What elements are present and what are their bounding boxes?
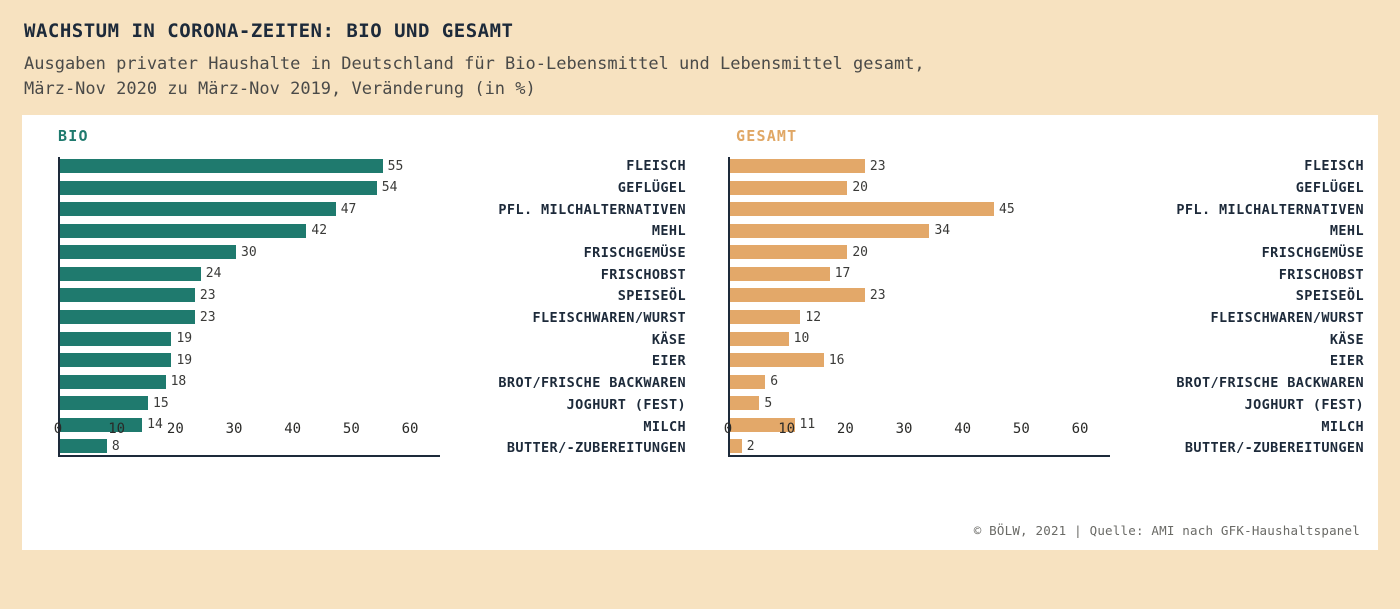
category-label: JOGHURT (FEST)	[1244, 396, 1364, 413]
bar-group-gesamt	[730, 157, 1080, 455]
bar-value-label: 16	[828, 352, 845, 368]
bar-value-label: 42	[311, 223, 328, 239]
bar	[730, 396, 759, 410]
bar-value-label: 24	[205, 266, 222, 282]
category-label: FRISCHOBST	[600, 266, 686, 283]
category-labels-bio	[416, 157, 686, 457]
bar-row	[730, 375, 1080, 389]
bar	[60, 245, 236, 259]
bar-group-bio	[60, 157, 410, 455]
bar-row	[60, 375, 410, 389]
bar-value-label: 11	[799, 417, 816, 433]
x-tick-label: 40	[284, 421, 302, 438]
bar-row	[60, 353, 410, 367]
bar-row	[60, 288, 410, 302]
bar	[60, 310, 195, 324]
bar-row	[60, 396, 410, 410]
bar	[730, 181, 847, 195]
panel-bio	[22, 115, 700, 550]
bar-row	[730, 439, 1080, 453]
category-label: BROT/FRISCHE BACKWAREN	[1176, 375, 1364, 392]
bar-row	[60, 181, 410, 195]
plot-area-bio	[58, 157, 410, 457]
bar	[60, 332, 171, 346]
bar-row	[730, 353, 1080, 367]
bar-row	[730, 332, 1080, 346]
x-tick-label: 40	[954, 421, 972, 438]
bar	[730, 245, 847, 259]
bar	[730, 332, 789, 346]
bar-value-label: 18	[170, 374, 187, 390]
bar	[730, 224, 929, 238]
x-tick-label: 30	[225, 421, 243, 438]
category-label: KÄSE	[651, 331, 686, 348]
bar-row	[60, 310, 410, 324]
bar	[60, 396, 148, 410]
bar-value-label: 17	[834, 266, 851, 282]
category-labels-gesamt	[1094, 157, 1364, 457]
bar-row	[730, 181, 1080, 195]
category-label: BUTTER/-ZUBEREITUNGEN	[506, 440, 686, 457]
bar-value-label: 20	[852, 180, 868, 196]
bar-value-label: 5	[764, 395, 773, 411]
x-tick-label: 30	[895, 421, 913, 438]
bar	[730, 375, 765, 389]
bar-value-label: 23	[869, 158, 886, 174]
category-label: EIER	[651, 353, 686, 370]
x-tick-labels-bio	[53, 417, 419, 441]
category-label: MEHL	[1329, 223, 1364, 240]
panel-label-gesamt: GESAMT	[736, 127, 798, 146]
bar-row	[60, 224, 410, 238]
bar-value-label: 20	[852, 244, 868, 260]
plot-area-gesamt	[728, 157, 1080, 457]
bar-row	[730, 224, 1080, 238]
bar-value-label: 45	[999, 201, 1015, 217]
category-label: FLEISCHWAREN/WURST	[532, 310, 686, 327]
category-label: SPEISEÖL	[617, 288, 686, 305]
bar-value-label: 15	[153, 395, 169, 411]
bar	[60, 439, 107, 453]
category-label: PFL. MILCHALTERNATIVEN	[498, 201, 686, 218]
bar-value-label: 23	[869, 287, 886, 303]
bar-row	[730, 267, 1080, 281]
page-subtitle: Ausgaben privater Haushalte in Deutschland für Bio-Lebensmittel und Lebensmittel gesamt, März-Nov 2020 zu März-Nov 2019, Veränderung (in %)	[24, 54, 925, 99]
bar-value-label: 54	[381, 180, 398, 196]
bar-row	[730, 310, 1080, 324]
category-label: FLEISCH	[626, 158, 686, 175]
bar	[60, 353, 171, 367]
bar-row	[60, 439, 410, 453]
category-label: FLEISCHWAREN/WURST	[1210, 310, 1364, 327]
bar-row	[60, 332, 410, 346]
bar-value-label: 47	[340, 201, 357, 217]
chart-card	[22, 115, 1378, 550]
bar-row	[730, 202, 1080, 216]
bar-value-label: 55	[387, 158, 404, 174]
bar	[60, 224, 306, 238]
x-axis-bio	[58, 455, 440, 457]
x-tick-label: 0	[723, 421, 733, 438]
x-tick-label: 20	[166, 421, 184, 438]
category-label: GEFLÜGEL	[617, 179, 686, 196]
bar	[60, 267, 201, 281]
source-note: © BÖLW, 2021 | Quelle: AMI nach GFK-Haushaltspanel	[973, 523, 1360, 539]
bar-row	[60, 245, 410, 259]
category-label: MEHL	[651, 223, 686, 240]
bar-value-label: 14	[147, 417, 163, 433]
category-label: FRISCHGEMÜSE	[583, 245, 686, 262]
bar-value-label: 6	[770, 374, 779, 390]
bar-row	[60, 202, 410, 216]
category-label: FRISCHGEMÜSE	[1261, 245, 1364, 262]
bar-row	[60, 159, 410, 173]
bar-row	[730, 288, 1080, 302]
bar-value-label: 8	[111, 438, 120, 454]
bar	[730, 202, 994, 216]
bar-value-label: 2	[746, 438, 755, 454]
category-label: GEFLÜGEL	[1295, 179, 1364, 196]
bar	[730, 159, 865, 173]
category-label: BUTTER/-ZUBEREITUNGEN	[1184, 440, 1364, 457]
bar-value-label: 23	[199, 309, 216, 325]
bar	[60, 159, 383, 173]
category-label: FRISCHOBST	[1278, 266, 1364, 283]
category-label: MILCH	[643, 418, 686, 435]
category-label: SPEISEÖL	[1295, 288, 1364, 305]
category-label: EIER	[1329, 353, 1364, 370]
category-label: KÄSE	[1329, 331, 1364, 348]
x-tick-label: 60	[1071, 421, 1089, 438]
bar-value-label: 10	[793, 331, 810, 347]
bar-value-label: 34	[934, 223, 951, 239]
bar	[60, 375, 166, 389]
panel-gesamt	[700, 115, 1378, 550]
x-tick-label: 50	[1012, 421, 1030, 438]
category-label: MILCH	[1321, 418, 1364, 435]
category-label: FLEISCH	[1304, 158, 1364, 175]
panel-label-bio: BIO	[58, 127, 89, 146]
bar-value-label: 12	[805, 309, 822, 325]
x-tick-label: 10	[108, 421, 126, 438]
bar-value-label: 19	[176, 331, 193, 347]
bar-row	[60, 267, 410, 281]
bar	[730, 310, 800, 324]
category-label: JOGHURT (FEST)	[566, 396, 686, 413]
bar-row	[730, 245, 1080, 259]
bar-value-label: 19	[176, 352, 193, 368]
bar-row	[730, 396, 1080, 410]
page-title: WACHSTUM IN CORONA-ZEITEN: BIO UND GESAMT	[24, 20, 514, 42]
bar	[60, 202, 336, 216]
bar	[60, 181, 377, 195]
x-axis-gesamt	[728, 455, 1110, 457]
bar	[730, 288, 865, 302]
bar	[730, 353, 824, 367]
x-tick-label: 50	[342, 421, 360, 438]
bar-row	[730, 159, 1080, 173]
bar	[60, 288, 195, 302]
category-label: PFL. MILCHALTERNATIVEN	[1176, 201, 1364, 218]
x-tick-label: 0	[53, 421, 63, 438]
bar-value-label: 23	[199, 287, 216, 303]
bar	[730, 439, 742, 453]
bar-value-label: 30	[241, 244, 257, 260]
x-tick-label: 20	[836, 421, 854, 438]
x-tick-labels-gesamt	[723, 417, 1089, 441]
x-tick-label: 60	[401, 421, 419, 438]
bar	[730, 267, 830, 281]
x-tick-label: 10	[778, 421, 796, 438]
category-label: BROT/FRISCHE BACKWAREN	[498, 375, 686, 392]
